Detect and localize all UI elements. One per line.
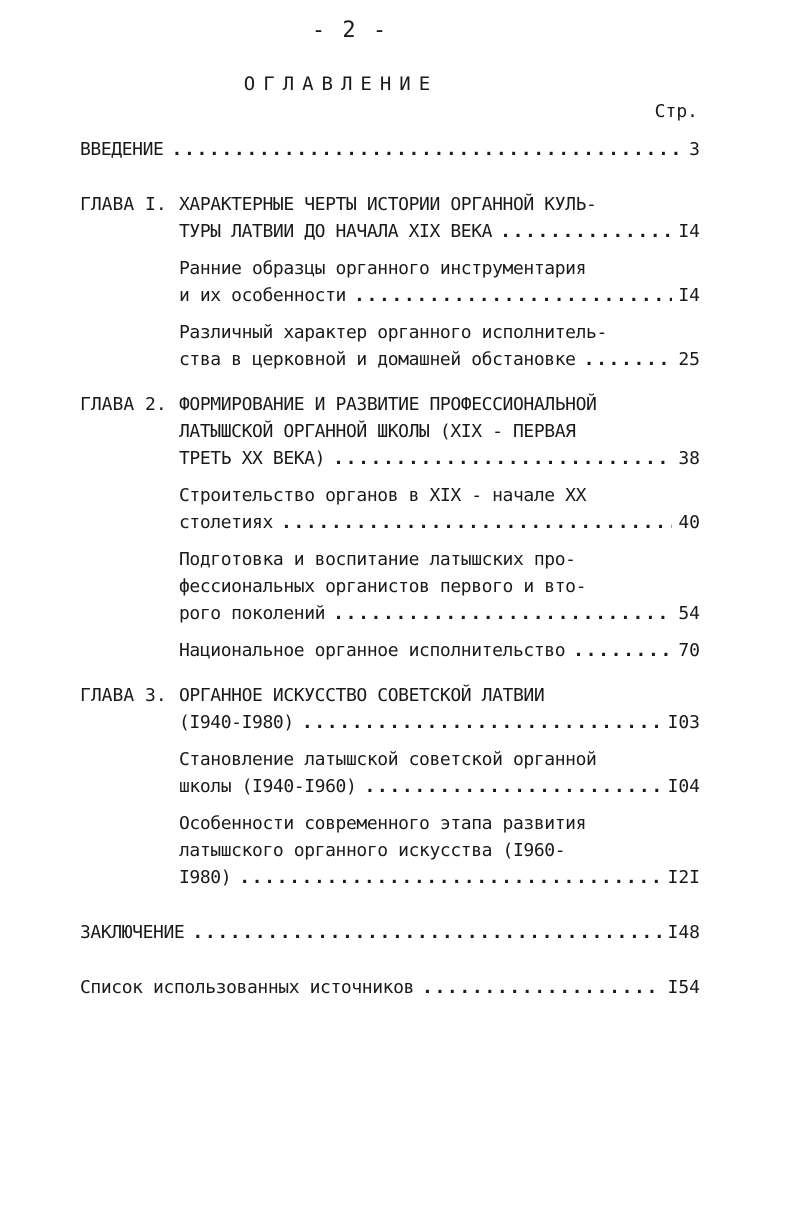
entry-label-line: Строительство органов в XIX - начале XX bbox=[179, 485, 587, 506]
toc-entry-section-2-3[interactable] bbox=[80, 637, 700, 664]
entry-page: 3 bbox=[689, 139, 700, 160]
dot-leader bbox=[184, 919, 661, 946]
entry-page: 70 bbox=[678, 640, 700, 661]
entry-page: 25 bbox=[678, 349, 700, 370]
entry-page: I48 bbox=[667, 922, 700, 943]
dot-leader bbox=[164, 136, 684, 163]
chapter-prefix: ГЛАВА I. bbox=[80, 194, 167, 215]
dot-leader bbox=[346, 282, 672, 309]
entry-label-line: Особенности современного этапа развития bbox=[179, 813, 587, 834]
toc-entry-section-2-1[interactable] bbox=[80, 482, 700, 536]
entry-page: 40 bbox=[678, 512, 700, 533]
entry-label-line: ХАРАКТЕРНЫЕ ЧЕРТЫ ИСТОРИИ ОРГАННОЙ КУЛЬ- bbox=[179, 194, 597, 215]
entry-label: Список использованных источников bbox=[80, 977, 414, 998]
dot-leader bbox=[231, 864, 661, 891]
entry-page: I2I bbox=[667, 867, 700, 888]
entry-page: I54 bbox=[667, 977, 700, 998]
entry-label-line: ОРГАННОЕ ИСКУССТВО СОВЕТСКОЙ ЛАТВИИ bbox=[179, 685, 545, 706]
entry-page: I4 bbox=[678, 285, 700, 306]
chapter-prefix: ГЛАВА 2. bbox=[80, 394, 167, 415]
toc-entry-section-2-2[interactable] bbox=[80, 546, 700, 627]
entry-label-line: (I940-I980) bbox=[179, 712, 294, 733]
page-number: - 2 - bbox=[311, 18, 389, 43]
table-of-contents bbox=[80, 136, 700, 1001]
entry-label-line: рого поколений bbox=[179, 603, 326, 624]
toc-entry-section-1-1[interactable] bbox=[80, 255, 700, 309]
dot-leader bbox=[325, 445, 672, 472]
entry-label-line: фессиональных органистов первого и вто- bbox=[179, 576, 587, 597]
entry-label-line: школы (I940-I960) bbox=[179, 776, 357, 797]
entry-label: ВВЕДЕНИЕ bbox=[80, 139, 164, 160]
dot-leader bbox=[294, 709, 662, 736]
entry-page: I04 bbox=[667, 776, 700, 797]
toc-entry-chapter-2[interactable] bbox=[80, 391, 700, 472]
toc-entry-section-3-2[interactable] bbox=[80, 810, 700, 891]
entry-label-line: Подготовка и воспитание латышских про- bbox=[179, 549, 576, 570]
entry-page: I4 bbox=[678, 221, 700, 242]
chapter-prefix: ГЛАВА 3. bbox=[80, 685, 167, 706]
toc-entry-conclusion[interactable] bbox=[80, 919, 700, 946]
entry-page: 54 bbox=[678, 603, 700, 624]
toc-entry-chapter-1[interactable] bbox=[80, 191, 700, 245]
dot-leader bbox=[325, 600, 672, 627]
entry-label-line: и их особенности bbox=[179, 285, 346, 306]
entry-label-line: Ранние образцы органного инструментария bbox=[179, 258, 587, 279]
entry-label-line: Становление латышской советской органной bbox=[179, 749, 597, 770]
dot-leader bbox=[492, 218, 672, 245]
entry-page: I03 bbox=[667, 712, 700, 733]
entry-label-line: ЛАТЫШСКОЙ ОРГАННОЙ ШКОЛЫ (XIX - ПЕРВАЯ bbox=[179, 421, 576, 442]
toc-entry-intro[interactable] bbox=[80, 136, 700, 163]
toc-entry-sources[interactable] bbox=[80, 974, 700, 1001]
toc-entry-section-3-1[interactable] bbox=[80, 746, 700, 800]
dot-leader bbox=[414, 974, 662, 1001]
entry-label-line: ТУРЫ ЛАТВИИ ДО НАЧАЛА XIX ВЕКА bbox=[179, 221, 493, 242]
dot-leader bbox=[273, 509, 672, 536]
entry-label-line: Национальное органное исполнительство bbox=[179, 640, 566, 661]
toc-entry-chapter-3[interactable] bbox=[80, 682, 700, 736]
entry-label-line: I980) bbox=[179, 867, 232, 888]
dot-leader bbox=[565, 637, 672, 664]
entry-label-line: ФОРМИРОВАНИЕ И РАЗВИТИЕ ПРОФЕССИОНАЛЬНОЙ bbox=[179, 394, 597, 415]
entry-label-line: Различный характер органного исполнитель- bbox=[179, 322, 607, 343]
entry-label-line: ства в церковной и домашней обстановке bbox=[179, 349, 576, 370]
entry-label-line: ТРЕТЬ XX ВЕКА) bbox=[179, 448, 326, 469]
toc-title: ОГЛАВЛЕНИЕ bbox=[243, 73, 439, 95]
entry-label-line: латышского органного искусства (I960- bbox=[179, 840, 566, 861]
toc-entry-section-1-2[interactable] bbox=[80, 319, 700, 373]
entry-label-line: столетиях bbox=[179, 512, 273, 533]
entry-page: 38 bbox=[678, 448, 700, 469]
page-column-header: Стр. bbox=[654, 101, 698, 122]
dot-leader bbox=[576, 346, 673, 373]
entry-label: ЗАКЛЮЧЕНИЕ bbox=[80, 922, 185, 943]
dot-leader bbox=[356, 773, 661, 800]
